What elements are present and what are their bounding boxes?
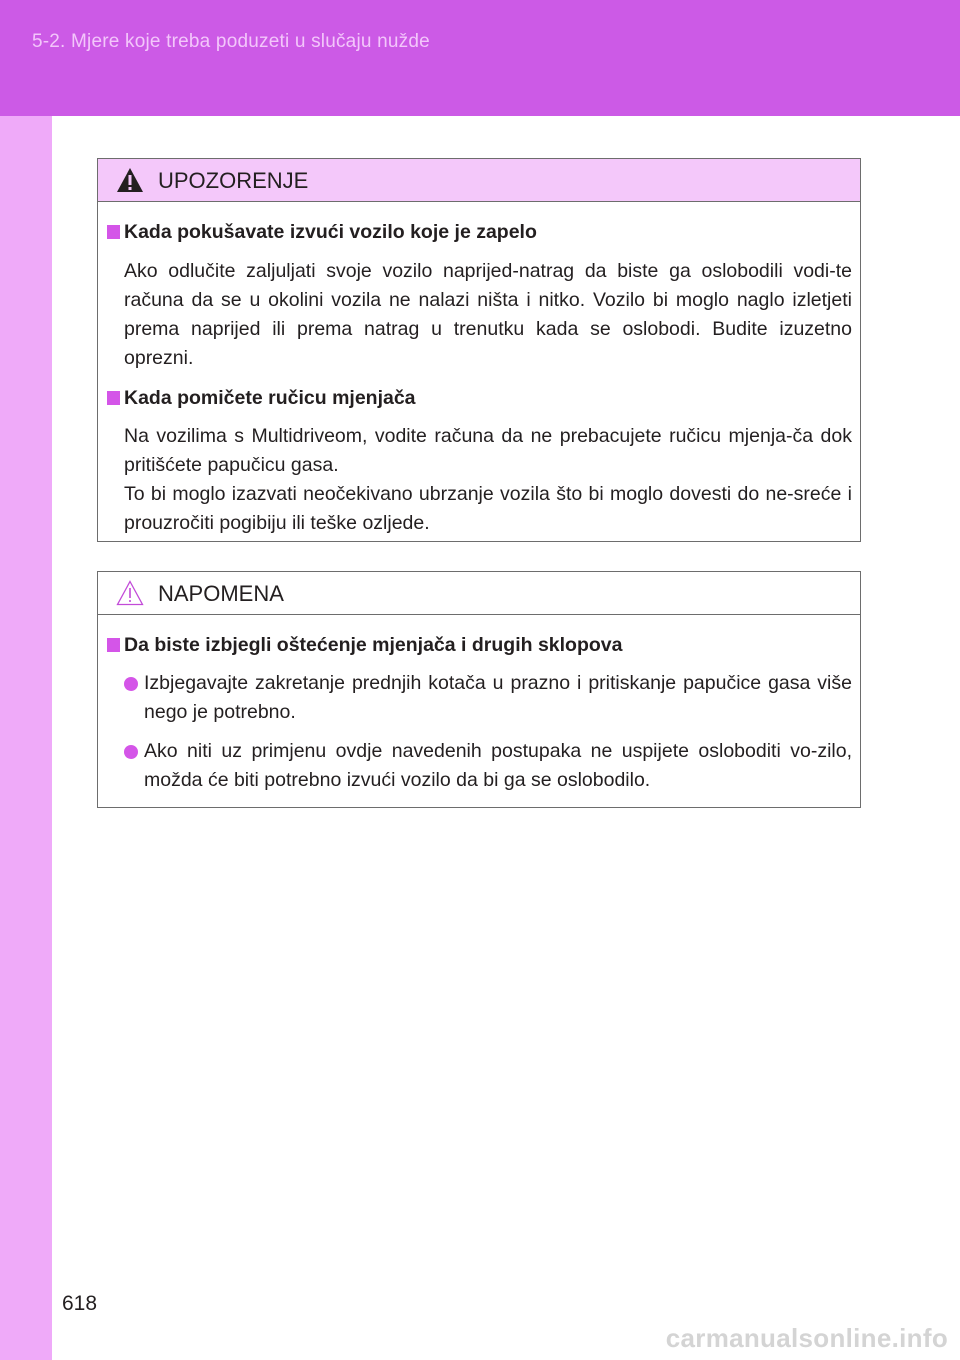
notice-section-title: Da biste izbjegli oštećenje mjenjača i drugih sklopova (98, 631, 860, 659)
circle-bullet-icon (124, 677, 138, 691)
chapter-title: 5-2. Mjere koje treba poduzeti u slučaju nužde (32, 31, 430, 52)
square-bullet-icon (107, 638, 120, 652)
warning-paragraph: Ako odlučite zaljuljati svoje vozilo naprijed-natrag da biste ga oslobodili vodi-te računa da se u okolini vozila ne nalazi ništa i nitko. Vozilo bi moglo naglo izletjeti prema naprijed ili prema natrag u trenutku kada se oslobodi. Budite izuzetno oprezni. (124, 260, 852, 369)
caution-icon (116, 580, 144, 606)
side-strip (0, 116, 52, 1360)
square-bullet-icon (107, 391, 120, 405)
warning-heading: UPOZORENJE (158, 168, 309, 193)
warning-box (97, 158, 861, 542)
notice-box-header (98, 572, 860, 615)
notice-heading: NAPOMENA (158, 581, 284, 606)
circle-bullet-icon (124, 745, 138, 759)
list-item: Izbjegavajte zakretanje prednjih kotača u prazno i pritiskanje papučice gasa više nego je potrebno. (124, 669, 852, 727)
warning-icon (116, 167, 144, 193)
page-number: 618 (62, 1292, 98, 1315)
warning-section-title: Kada pomičete ručicu mjenjača (98, 384, 860, 412)
list-item: Ako niti uz primjenu ovdje navedenih postupaka ne uspijete osloboditi vo-zilo, možda će biti potrebno izvući vozilo da bi ga se oslobodilo. (124, 737, 852, 795)
page-header (0, 0, 960, 116)
warning-paragraph: Na vozilima s Multidriveom, vodite računa da ne prebacujete ručicu mjenja-ča dok pritišćete papučicu gasa. To bi moglo izazvati neočekivano ubrzanje vozila što bi moglo dovesti do ne-sreće i prouzročiti pogibiju ili teške ozljede. (124, 425, 852, 534)
square-bullet-icon (107, 225, 120, 239)
warning-box-header (98, 159, 860, 202)
watermark: carmanualsonline.info (665, 1323, 948, 1353)
notice-box (97, 571, 861, 808)
warning-section-title: Kada pokušavate izvući vozilo koje je zapelo (98, 218, 860, 246)
